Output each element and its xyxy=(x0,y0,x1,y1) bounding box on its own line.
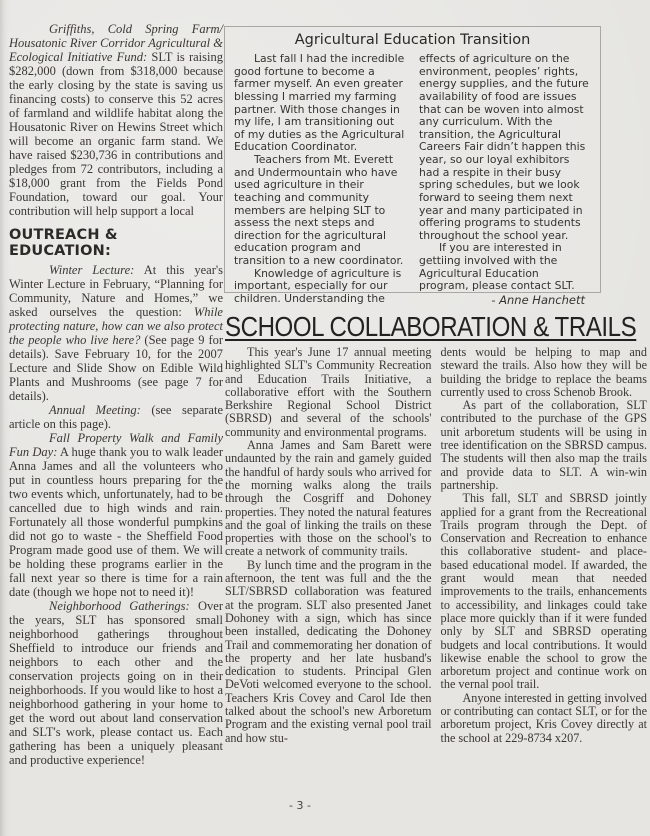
author-signature: - Anne Hanchett xyxy=(491,292,585,307)
annual-meeting-lead: Annual Meeting: xyxy=(49,403,141,418)
winter-lecture-lead: Winter Lecture: xyxy=(49,263,135,278)
ag-paragraph: Teachers from Mt. Everett and Undermountain who have used agriculture in their teaching and community members are helping SLT to assess the next steps and direction for the agricultural education program and transition to a new coordinator. xyxy=(234,153,404,267)
school-column-2 xyxy=(441,346,648,745)
school-collaboration-section xyxy=(225,311,647,745)
outreach-education-heading: OUTREACH & EDUCATION: xyxy=(9,227,118,260)
school-paragraph: Anyone interested in getting involved or contributing can contact SLT, or for the arboretum project, Kris Covey directly at the school at 229-8734 x207. xyxy=(440,690,647,745)
fall-walk-paragraph xyxy=(9,431,223,599)
left-column xyxy=(9,22,223,767)
ag-transition-column-2 xyxy=(419,53,591,307)
ag-transition-title: Agricultural Education Transition xyxy=(294,32,531,48)
fund-text: SLT is raising $282,000 (down from $318,000 because the early closing by the state is saving us financing costs) to conserve this 52 acres of farmland and wildlife habitat along the Housatonic River on Hewins Street which will become an organic farm stand. We have raised $230,736 in contributions and pledges from 72 contributors, including a $18,000 grant from the Fields Pond Foundation, toward our goal. Your contribution will help support a local xyxy=(9,50,223,218)
winter-lecture-quote: While protecting nature, how can we also protect the people who live here? xyxy=(9,305,223,348)
school-columns xyxy=(225,346,647,745)
ag-transition-box xyxy=(224,26,601,307)
neighborhood-text: Over the years, SLT has sponsored small neighborhood gatherings throughout Sheffield to introduce our friends and neighbors to each other and the conservation projects going on in their neighborhoods. If you would like to host a neighborhood gathering in your home to get the word out about land conservation and SLT's work, please contact us. Each gathering has been a uniquely pleasant and productive experience! xyxy=(9,599,223,768)
school-collaboration-title: SCHOOL COLLABORATION & TRAILS xyxy=(225,311,637,342)
ag-paragraph: effects of agriculture on the environment, peoples’ rights, energy supplies, and the future availability of food are issues that can be woven into almost any curriculum. With the transition, the Agricultural Careers Fair didn’t happen this year, so our loyal exhibitors had a respite in their busy spring schedules, but we look forward to seeing them next year and many participated in offering programs to students throughout the school year. xyxy=(419,52,589,242)
fall-walk-lead: Fall Property Walk and Family Fun Day: xyxy=(9,431,223,460)
school-paragraph: dents would be helping to map and steward the trails. Also how they will be building the bridge to replace the beams currently used to cross Schenob Brook. xyxy=(440,345,647,399)
school-paragraph: This year's June 17 annual meeting highlighted SLT's Community Recreation and Education Trails Initiative, a collaborative effort with the Southern Berkshire Regional School District (SBRSD) and several of the schools' community and environmental programs. xyxy=(225,345,432,439)
school-paragraph: Anna James and Sam Barett were undaunted by the rain and gamely guided the handful of hardy souls who arrived for the morning walks along the trails through the Cosgriff and Dohoney properties. They noted the natural features and the goal of linking the trails on these properties with those on the school's to create a network of community trails. xyxy=(225,438,432,559)
school-paragraph: This fall, SLT and SBRSD jointly applied for a grant from the Recreational Trails program through the Dept. of Conservation and Recreation to enhance this collaborative student- and place-based educational model. If awarded, the grant would mean that needed improvements to the trails, enhancements to accessibility, and linkages could take place more quickly than if it were funded only by SLT and SBRSD operating budgets and local contributions. It would likewise enable the school to grow the arboretum project and continue work on the vernal pool trail. xyxy=(440,491,647,692)
neighborhood-lead: Neighborhood Gatherings: xyxy=(49,599,190,614)
fund-paragraph xyxy=(9,22,223,218)
winter-lecture-paragraph xyxy=(9,263,223,403)
ag-paragraph: Last fall I had the incredible good fortune to become a farmer myself. An even greater blessing I married my farming partner. With those changes in my life, I am transitioning out of my duties as the Agricultural Education Coordinator. xyxy=(234,52,405,154)
ag-transition-columns xyxy=(234,53,591,307)
ag-paragraph: Knowledge of agriculture is important, especially for our children. Understanding the xyxy=(234,266,402,305)
ag-paragraph: If you are interested in gettiing involved with the Agricultural Education program, please contact SLT. xyxy=(419,241,575,293)
winter-lecture-text2: (See page 9 for details). Save February 10, for the 2007 Lecture and Slide Show on Edible Wild Plants and Mushrooms (see page 7 for details). xyxy=(9,333,224,404)
school-paragraph: As part of the collaboration, SLT contributed to the purchase of the GPS unit arboretum students will be using in tree identification on the SBRSD campus. The students will then also map the trails and provide data to SLT. A win-win partnership. xyxy=(440,398,647,492)
annual-meeting-paragraph xyxy=(9,403,223,431)
fall-walk-text: A huge thank you to walk leader Anna James and all the volunteers who put in countless hours preparing for the two events which, unfortunately, had to be cancelled due to high winds and rain. Fortunately all those wonderful pumpkins did not go to waste - the Sheffield Food Program made good use of them. We will be holding these programs earlier in the fall next year so there is time for a rain date (though we hope not to need it)! xyxy=(9,445,223,600)
winter-lecture-text: At this year's Winter Lecture in February, “Planning for Community, Nature and Homes,” we asked ourselves the question: xyxy=(9,263,224,320)
fund-lead: Griffiths, Cold Spring Farm/ Housatonic River Corridor Agricultural & Ecological Initiative Fund: xyxy=(9,22,223,64)
page-number: - 3 - xyxy=(289,799,311,812)
annual-meeting-text: (see separate article on this page). xyxy=(9,403,223,432)
school-column-1 xyxy=(225,346,432,745)
school-paragraph: By lunch time and the program in the afternoon, the tent was full and the the SLT/SBRSD collaboration was featured at the program. SLT also presented Janet Dohoney with a sign, which has since been installed, dedicating the Dohoney Trail and commemorating her donation of the property and her late husband's dedication to students. Principal Glen DeVoti welcomed everyone to the school. Teachers Kris Covey and Carol Ide then talked about the school's new Arboretum Program and the existing vernal pool trail and how stu- xyxy=(225,557,432,745)
ag-transition-column-1 xyxy=(234,53,406,307)
neighborhood-paragraph xyxy=(9,599,223,767)
